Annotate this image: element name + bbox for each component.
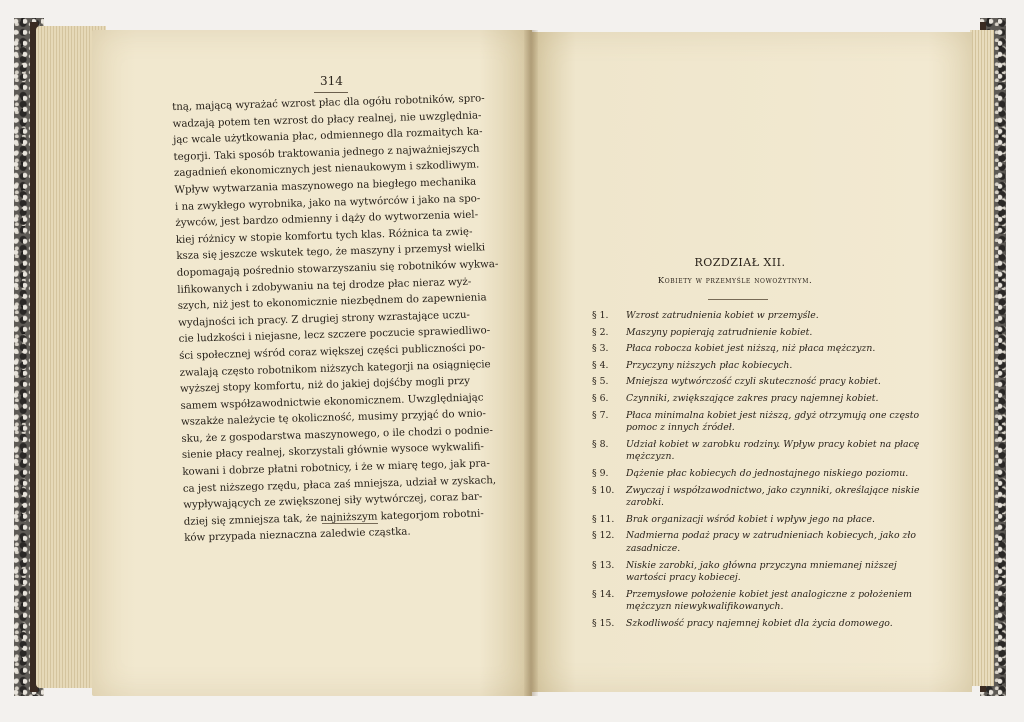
section-title: Przemysłowe położenie kobiet jest analogiczne z położeniem mężczyzn niewykwalifikowanych. xyxy=(626,588,912,613)
toc-entry xyxy=(592,327,922,340)
section-number: § 9. xyxy=(592,467,609,479)
page-number: 314 xyxy=(320,74,343,88)
toc-entry xyxy=(592,530,922,555)
chapter-heading: ROZDZIAŁ XII. xyxy=(694,256,786,269)
body-line: wypływających ze zwiększonej siły wytwórczej, coraz bar- xyxy=(183,491,483,512)
section-number: § 14. xyxy=(592,588,615,600)
section-title: Płaca robocza kobiet jest niższą, niż płaca mężczyzn. xyxy=(626,343,876,355)
toc-entry xyxy=(592,393,922,406)
section-number: § 15. xyxy=(592,617,615,629)
body-line: tegorji. Taki sposób traktowania jednego z najważniejszych xyxy=(173,143,480,163)
body-line: wyższej stopy komfortu, niż do jakiej dojśćby mogli przy xyxy=(179,375,471,395)
body-line: ca jest niższego rzędu, płaca zaś mniejsza, udział w zyskach, xyxy=(182,474,497,495)
toc-entry xyxy=(592,618,922,631)
chapter-rule xyxy=(708,299,768,300)
body-line: ści społecznej wśród coraz większej części publiczności po- xyxy=(179,342,486,362)
body-line: jąc wcale użytkowania płac, odmiennego dla rozmaitych ka- xyxy=(172,126,483,147)
section-title: Czynniki, zwiększające zakres pracy najemnej kobiet. xyxy=(626,392,879,404)
section-number: § 13. xyxy=(592,559,615,571)
body-line: zwalają często robotnikom niższych kategorji na osiągnięcie xyxy=(179,358,491,379)
toc-entry xyxy=(592,376,922,389)
toc-entry xyxy=(592,439,922,464)
page-number-rule xyxy=(314,92,348,93)
section-title: Wzrost zatrudnienia kobiet w przemyśle. xyxy=(626,310,819,321)
toc-entry xyxy=(592,410,922,435)
toc-entry xyxy=(592,514,922,527)
body-line: żywców, jest bardzo odmienny i dąży do wytworzenia wiel- xyxy=(175,209,479,230)
toc-entry xyxy=(592,485,922,510)
body-line: i na zwykłego wyrobnika, jako na wytwórców i jako na spo- xyxy=(174,192,481,213)
section-title: Przyczyny niższych płac kobiecych. xyxy=(626,359,793,371)
section-title: Szkodliwość pracy najemnej kobiet dla życia domowego. xyxy=(626,617,893,629)
section-end-rule xyxy=(322,523,378,524)
body-line: dopomagają pośrednio stowarzyszaniu się robotników wykwa- xyxy=(176,258,499,279)
body-line: zagadnień ekonomicznych jest nienaukowym i szkodliwym. xyxy=(173,159,480,180)
toc-entry xyxy=(592,310,922,323)
body-line: kiej różnicy w stopie komfortu tych klas. Różnica ta zwię- xyxy=(175,226,473,246)
toc-entry xyxy=(592,468,922,481)
section-title: Zwyczaj i współzawodnictwo, jako czynniki, określające niskie zarobki. xyxy=(626,484,920,509)
chapter-subtitle: Kobiety w przemyśle nowożytnym. xyxy=(657,276,813,286)
body-line: lifikowanych i zdobywaniu na tej drodze płac nieraz wyż- xyxy=(177,276,472,296)
section-title: Udział kobiet w zarobku rodziny. Wpływ pracy kobiet na płacę mężczyzn. xyxy=(626,438,920,463)
book-gutter xyxy=(524,30,538,696)
body-line: wadzają potem ten wzrost do płacy realnej, nie uwzględnia- xyxy=(172,109,482,130)
section-title: Dążenie płac kobiecych do jednostajnego niskiego poziomu. xyxy=(626,467,909,479)
body-line: sku, że z gospodarstwa maszynowego, o ile chodzi o podnie- xyxy=(181,425,493,445)
section-title: Płaca minimalna kobiet jest niższą, gdyż otrzymują one często pomoc z innych źródeł. xyxy=(626,409,920,434)
section-number: § 3. xyxy=(592,343,609,355)
section-title: Maszyny popierają zatrudnienie kobiet. xyxy=(626,326,813,338)
section-title: Niskie zarobki, jako główna przyczyna mniemanej niższej wartości pracy kobiecej. xyxy=(626,559,897,584)
section-number: § 6. xyxy=(592,392,609,404)
toc-entry xyxy=(592,589,922,614)
right-page-edges xyxy=(970,30,994,686)
section-number: § 12. xyxy=(592,530,615,542)
section-number: § 1. xyxy=(592,310,609,321)
toc-entry xyxy=(592,360,922,373)
body-line: tną, mającą wyrażać wzrost płac dla ogółu robotników, spro- xyxy=(172,93,485,113)
section-number: § 8. xyxy=(592,438,609,450)
section-number: § 11. xyxy=(592,513,615,525)
section-number: § 5. xyxy=(592,376,609,388)
body-line: ków przypada nieznaczna zaledwie cząstka. xyxy=(184,526,411,545)
body-line: wydajności ich pracy. Z drugiej strony wzrastające uczu- xyxy=(178,309,471,329)
toc-entry xyxy=(592,560,922,585)
left-page-body xyxy=(172,91,520,548)
chapter-contents xyxy=(592,310,922,634)
body-line: ksza się jeszcze wskutek tego, że maszyny i przemysł wielki xyxy=(176,242,486,263)
body-line: Wpływ wytwarzania maszynowego na biegłego mechanika xyxy=(174,176,477,196)
section-number: § 7. xyxy=(592,409,609,421)
section-number: § 2. xyxy=(592,326,609,338)
section-title: Nadmierna podaż pracy w zatrudnieniach kobiecych, jako zło zasadnicze. xyxy=(626,530,917,554)
section-title: Mniejsza wytwórczość czyli skuteczność pracy kobiet. xyxy=(626,376,881,388)
body-line: dziej się zmniejsza tak, że najniższym kategorjom robotni- xyxy=(183,508,484,528)
body-line: kowani i dobrze płatni robotnicy, i że w miarę tego, jak pra- xyxy=(182,458,491,478)
body-line: cie ludzkości i niejasne, lecz szczere poczucie sprawiedliwo- xyxy=(178,325,491,346)
body-line: sienie płacy realnej, skorzystali głównie wysoce wykwalifi- xyxy=(181,441,485,462)
body-line: samem współzawodnictwie ekonomicznem. Uwzględniając xyxy=(180,392,484,412)
section-number: § 10. xyxy=(592,484,615,496)
body-line: szych, niż jest to ekonomicznie niezbędnem do zapewnienia xyxy=(177,292,487,313)
section-number: § 4. xyxy=(592,359,609,371)
section-title: Brak organizacji wśród kobiet i wpływ jego na płace. xyxy=(626,513,875,525)
body-line: wszakże należycie tę okoliczność, musimy przyjąć do wnio- xyxy=(180,408,487,429)
toc-entry xyxy=(592,343,922,356)
